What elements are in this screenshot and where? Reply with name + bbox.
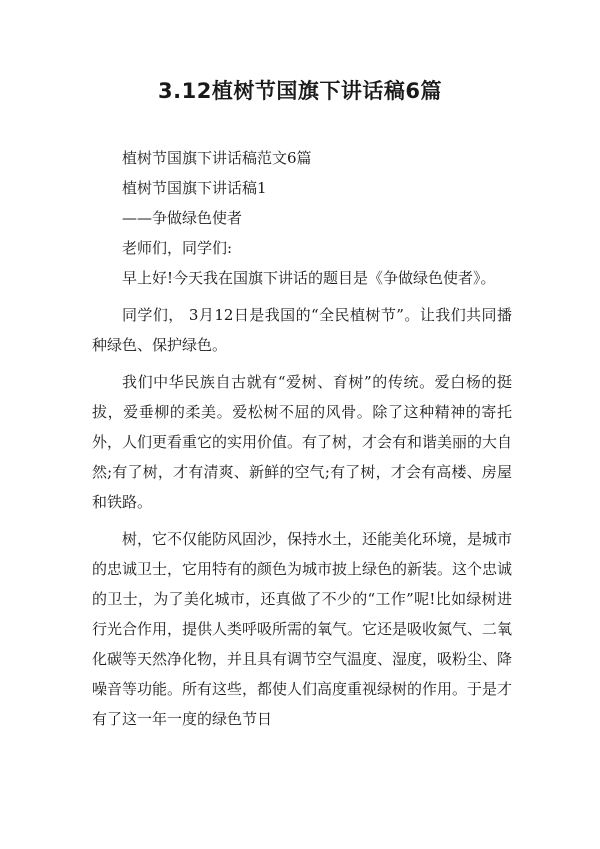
section-heading: 植树节国旗下讲话稿1 bbox=[122, 179, 267, 197]
salutation: 老师们，同学们: bbox=[122, 239, 233, 257]
document-body bbox=[92, 143, 512, 734]
speech-title: ——争做绿色使者 bbox=[122, 209, 243, 227]
body-paragraph: 树，它不仅能防风固沙，保持水土，还能美化环境，是城市的忠诚卫士，它用特有的颜色为城市披上绿色的新装。这个忠诚的卫士，为了美化城市，还真做了不少的“工作”呢!比如绿树进行光合作用，提供人类呼吸所需的氧气。它还是吸收氮气、二氧化碳等天然净化物，并且具有调节空气温度、湿度，吸粉尘、降噪音等功能。所有这些，都使人们高度重视绿树的作用。于是才有了这一年一度的绿色节日 bbox=[92, 530, 513, 728]
document-title: 3.12植树节国旗下讲话稿6篇 bbox=[158, 79, 442, 103]
subtitle-line: 植树节国旗下讲话稿范文6篇 bbox=[122, 149, 312, 167]
body-paragraph: 同学们， 3月12日是我国的“全民植树节”。让我们共同播种绿色、保护绿色。 bbox=[92, 306, 512, 354]
body-paragraph: 我们中华民族自古就有“爱树、育树”的传统。爱白杨的挺拔，爱垂柳的柔美。爱松树不屈的风骨。除了这种精神的寄托外，人们更看重它的实用价值。有了树，才会有和谐美丽的大自然;有了树，才有清爽、新鲜的空气;有了树，才会有高楼、房屋和铁路。 bbox=[92, 373, 513, 511]
body-paragraph: 早上好!今天我在国旗下讲话的题目是《争做绿色使者》。 bbox=[122, 269, 496, 287]
